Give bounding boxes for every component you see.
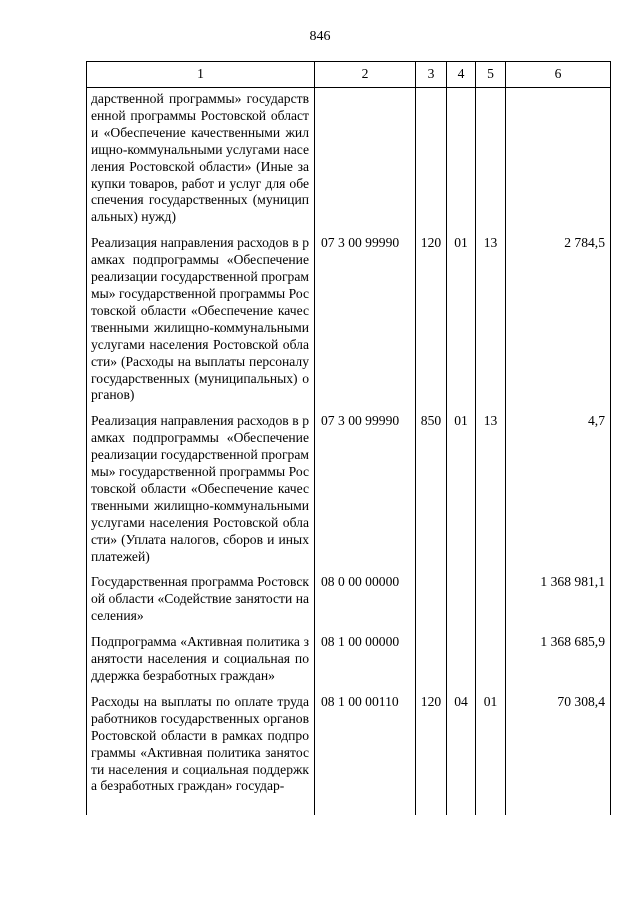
row-vr: 120 [416,694,447,815]
header-column-name: 1 [87,62,315,88]
table-row [87,88,611,236]
row-pr: 13 [476,413,506,574]
row-code: 08 0 00 00000 [315,574,416,634]
row-rz: 01 [447,235,476,413]
header-column-sum: 6 [506,62,611,88]
row-code: 07 3 00 99990 [315,235,416,413]
budget-table [86,61,611,815]
row-code: 08 1 00 00110 [315,694,416,815]
row-sum: 2 784,5 [506,235,611,413]
row-name: Подпрограмма «Активная политика занятости населения и социальная поддержка безработных граждан» [87,634,315,694]
row-code [315,88,416,236]
row-sum: 1 368 981,1 [506,574,611,634]
row-pr [476,574,506,634]
row-sum: 70 308,4 [506,694,611,815]
header-column-pr: 5 [476,62,506,88]
row-vr: 120 [416,235,447,413]
row-rz: 01 [447,413,476,574]
table-header-row [87,62,611,88]
table-row [87,235,611,413]
row-name: Реализация направления расходов в рамках подпрограммы «Обеспечение реализации государственной программы» государственной программы Ростовской области «Обеспечение качественными жилищно-коммунальными услугами населения Ростовской области» (Уплата налогов, сборов и иных платежей) [87,413,315,574]
budget-table-container [86,61,610,815]
row-pr [476,634,506,694]
row-pr: 01 [476,694,506,815]
row-name: Расходы на выплаты по оплате труда работников государственных органов Ростовской области в рамках подпрограммы «Активная политика занятости населения и социальная поддержка безработных граждан» государ- [87,694,315,815]
row-vr [416,634,447,694]
row-code: 08 1 00 00000 [315,634,416,694]
row-name: Реализация направления расходов в рамках подпрограммы «Обеспечение реализации государственной программы» государственной программы Ростовской области «Обеспечение качественными жилищно-коммунальными услугами населения Ростовской области» (Расходы на выплаты персоналу государственных (муниципальных) органов) [87,235,315,413]
table-row [87,413,611,574]
row-sum: 1 368 685,9 [506,634,611,694]
row-rz [447,574,476,634]
row-rz: 04 [447,694,476,815]
row-code: 07 3 00 99990 [315,413,416,574]
table-row [87,574,611,634]
row-pr [476,88,506,236]
row-vr: 850 [416,413,447,574]
row-rz [447,88,476,236]
table-row [87,694,611,815]
row-sum [506,88,611,236]
row-vr [416,574,447,634]
header-column-vr: 3 [416,62,447,88]
row-name: Государственная программа Ростовской области «Содействие занятости населения» [87,574,315,634]
header-column-code: 2 [315,62,416,88]
row-vr [416,88,447,236]
header-column-rz: 4 [447,62,476,88]
row-sum: 4,7 [506,413,611,574]
page-number: 846 [309,29,331,44]
row-rz [447,634,476,694]
table-row [87,634,611,694]
row-pr: 13 [476,235,506,413]
row-name: дарственной программы» государственной программы Ростовской области «Обеспечение качественными жилищно-коммунальными услугами населения Ростовской области» (Иные закупки товаров, работ и услуг для обеспечения государственных (муниципальных) нужд) [87,88,315,236]
